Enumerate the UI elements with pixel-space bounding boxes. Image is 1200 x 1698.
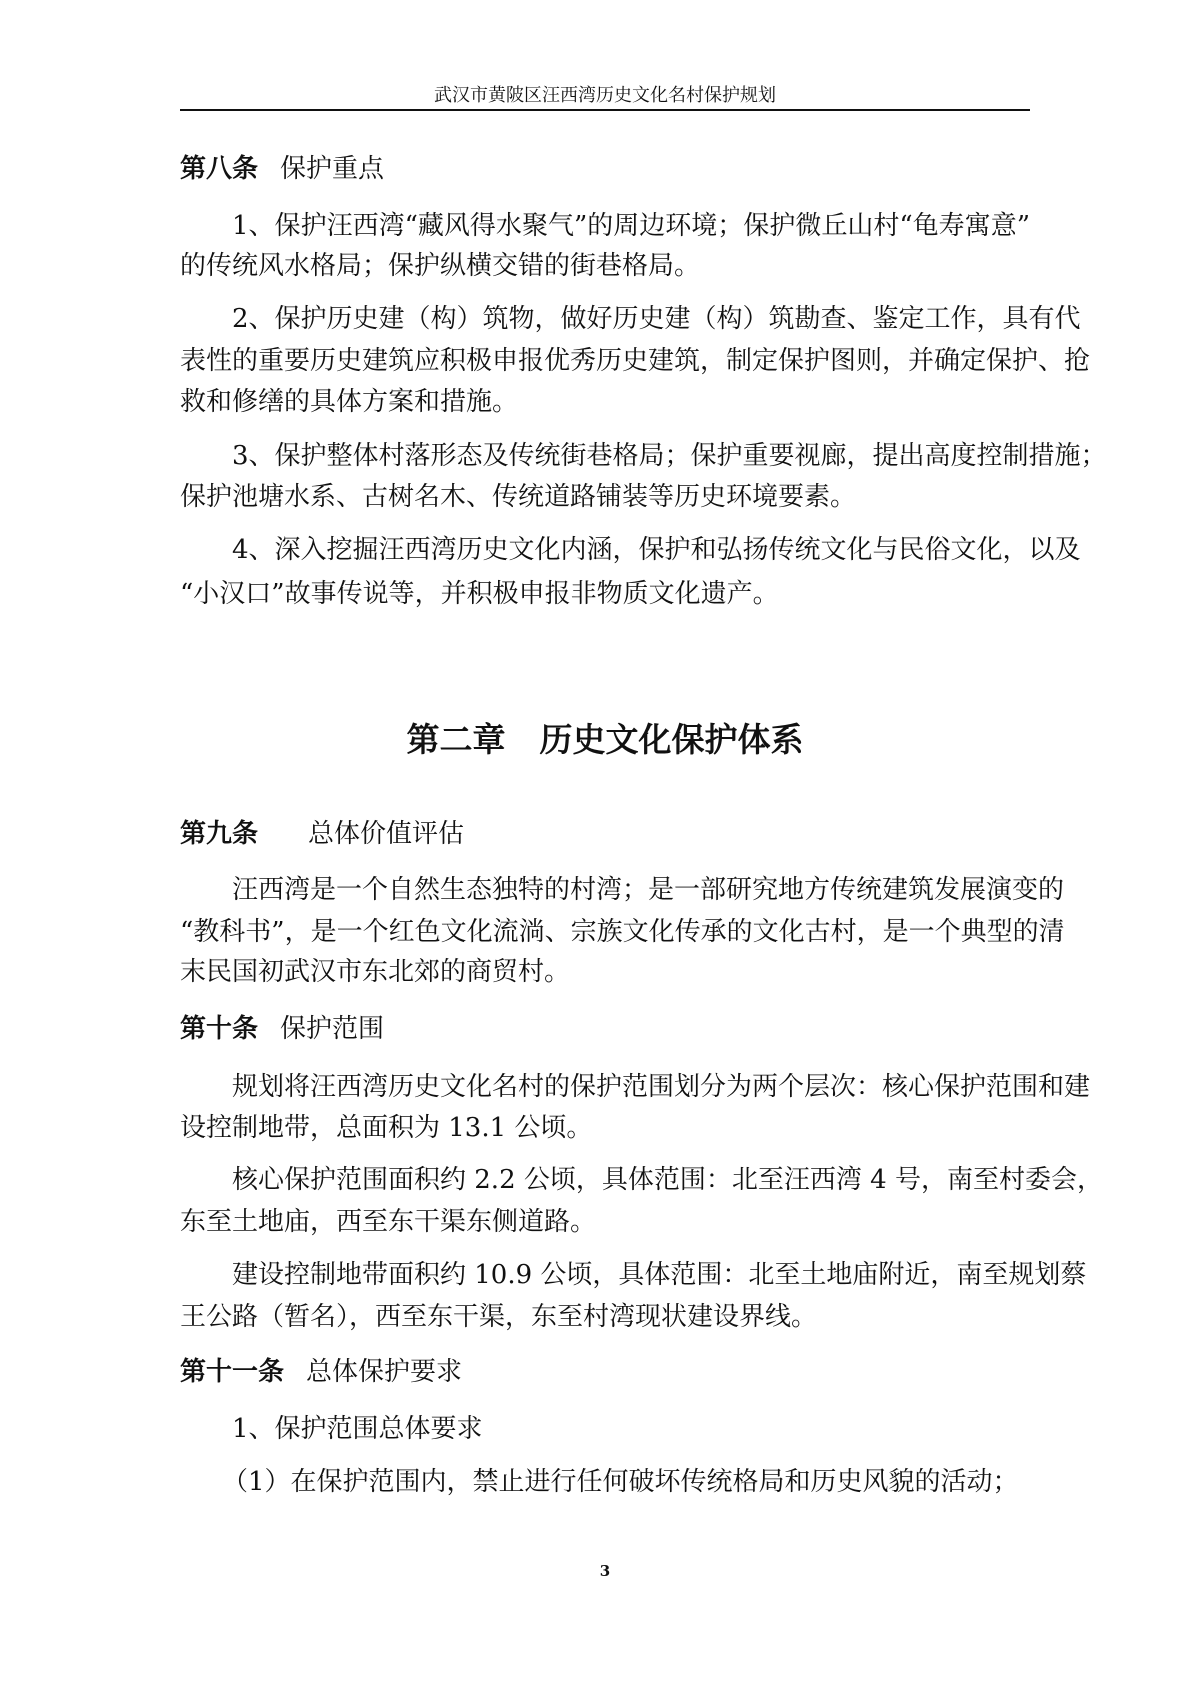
paragraph-line: 1、保护汪西湾“藏风得水聚气”的周边环境；保护微丘山村“龟寿寓意”: [232, 211, 1030, 241]
paragraph-line: 的传统风水格局；保护纵横交错的街巷格局。: [180, 251, 701, 281]
article-heading: [180, 814, 1030, 854]
paragraph-line: “教科书”，是一个红色文化流淌、宗族文化传承的文化古村，是一个典型的清: [180, 917, 1065, 947]
article-heading: [180, 149, 1030, 189]
chapter-name: 历史文化保护体系: [539, 720, 804, 759]
running-header: 武汉市黄陂区汪西湾历史文化名村保护规划: [434, 85, 776, 106]
paragraph-line: 保护池塘水系、古树名木、传统道路铺装等历史环境要素。: [180, 482, 857, 512]
paragraph-line: 2、保护历史建（构）筑物，做好历史建（构）筑勘查、鉴定工作，具有代: [232, 304, 1081, 334]
article-heading: [180, 1009, 1030, 1049]
paragraph-line: 设控制地带，总面积为 13.1 公顷。: [180, 1113, 593, 1143]
paragraph-line: 表性的重要历史建筑应积极申报优秀历史建筑，制定保护图则，并确定保护、抢: [180, 346, 1091, 376]
article-label: 第九条: [180, 819, 259, 849]
paragraph-line: 核心保护范围面积约 2.2 公顷，具体范围：北至汪西湾 4 号，南至村委会，: [232, 1165, 1103, 1195]
paragraph-line: 末民国初武汉市东北郊的商贸村。: [180, 957, 571, 987]
list-item: （1）在保护范围内，禁止进行任何破坏传统格局和历史风貌的活动；: [222, 1467, 1019, 1497]
chapter-number: 第二章: [406, 720, 506, 759]
list-item: 1、保护范围总体要求: [232, 1414, 483, 1444]
header-rule: [180, 109, 1030, 111]
article-title: 总体价值评估: [308, 819, 465, 849]
paragraph-line: 王公路（暂名），西至东干渠，东至村湾现状建设界线。: [180, 1302, 818, 1332]
page-number: 3: [599, 1562, 611, 1580]
paragraph-line: 东至土地庙，西至东干渠东侧道路。: [180, 1207, 597, 1237]
paragraph-line: 规划将汪西湾历史文化名村的保护范围划分为两个层次：核心保护范围和建: [232, 1072, 1091, 1102]
paragraph-line: 汪西湾是一个自然生态独特的村湾；是一部研究地方传统建筑发展演变的: [232, 875, 1065, 905]
article-title: 保护范围: [280, 1014, 385, 1044]
paragraph-line: 4、深入挖掘汪西湾历史文化内涵，保护和弘扬传统文化与民俗文化，以及: [232, 535, 1081, 565]
paragraph-line: “小汉口”故事传说等，并积极申报非物质文化遗产。: [180, 579, 779, 609]
article-label: 第十一条: [180, 1357, 285, 1387]
paragraph-line: 建设控制地带面积约 10.9 公顷，具体范围：北至土地庙附近，南至规划蔡: [232, 1260, 1087, 1290]
chapter-title: [180, 718, 1030, 762]
paragraph-line: 救和修缮的具体方案和措施。: [180, 387, 519, 417]
article-label: 第八条: [180, 154, 259, 184]
article-title: 总体保护要求: [306, 1357, 463, 1387]
paragraph-line: 3、保护整体村落形态及传统街巷格局；保护重要视廊，提出高度控制措施；: [232, 441, 1107, 471]
article-heading: [180, 1352, 1030, 1392]
article-title: 保护重点: [280, 154, 385, 184]
article-label: 第十条: [180, 1014, 259, 1044]
